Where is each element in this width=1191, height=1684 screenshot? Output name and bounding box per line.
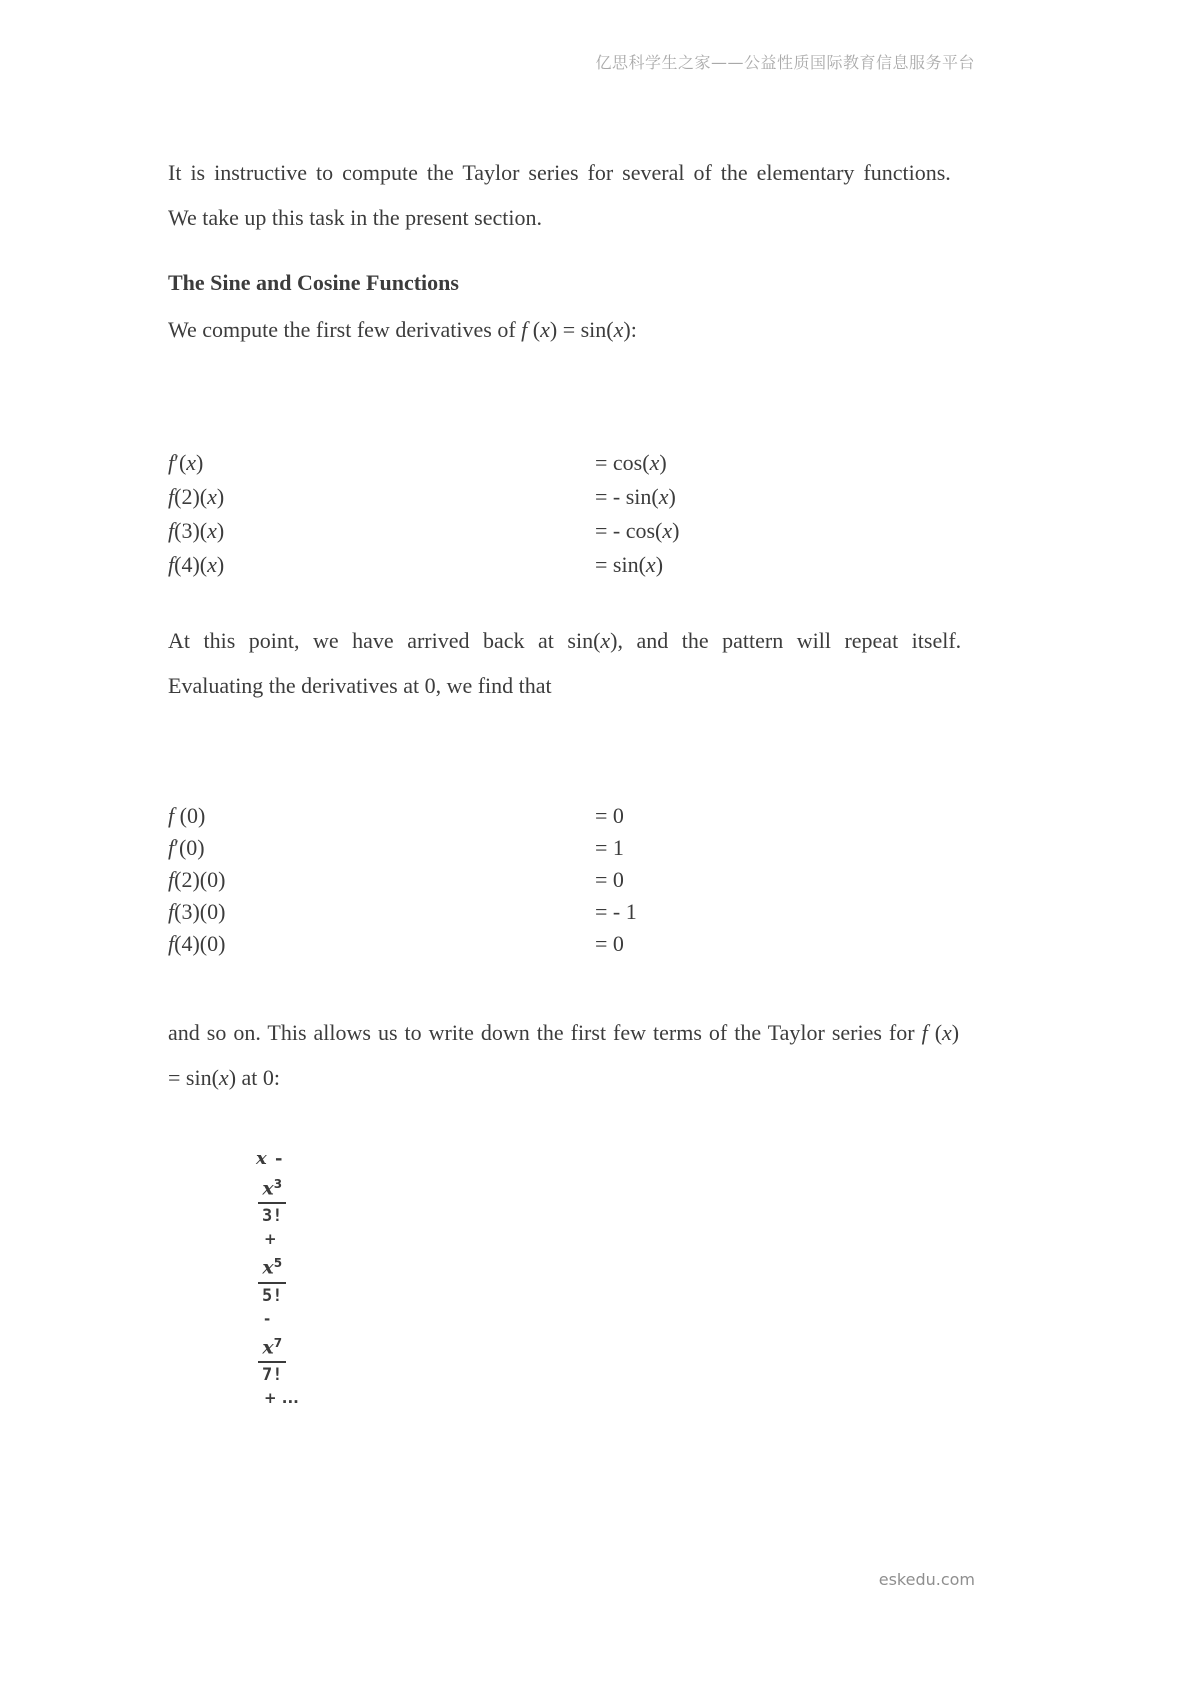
intro-line-1: It is instructive to compute the Taylor series for several of the elementary functions. bbox=[168, 160, 951, 185]
fraction-exponent: 5 bbox=[273, 1256, 283, 1271]
formula-operator: + ... bbox=[264, 1388, 299, 1407]
formula-operator: - bbox=[264, 1309, 271, 1328]
formula-operator: + bbox=[264, 1230, 277, 1249]
fraction-exponent: 7 bbox=[273, 1335, 283, 1350]
header-site-title: 亿思科学生之家——公益性质国际教育信息服务平台 bbox=[595, 53, 975, 72]
taylor-line-1: and so on. This allows us to write down the first few terms of the Taylor series for f (x) bbox=[168, 1020, 960, 1045]
equation-rhs: = sin(x) bbox=[595, 552, 664, 577]
pattern-line-1: At this point, we have arrived back at sin(x), and the pattern will repeat itself. bbox=[168, 628, 962, 653]
formula-fraction bbox=[258, 1252, 286, 1305]
fraction-exponent: 3 bbox=[273, 1177, 283, 1191]
equation-rhs: = 0 bbox=[595, 867, 624, 892]
taylor-series-formula-image bbox=[254, 1148, 299, 1407]
formula-fraction bbox=[258, 1173, 286, 1226]
formula-leading-term: x - bbox=[256, 1148, 284, 1169]
intro-line-2: We take up this task in the present section. bbox=[168, 205, 542, 230]
compute-derivatives-line: We compute the first few derivatives of f (x) = sin(x): bbox=[168, 317, 637, 342]
pattern-line-2: Evaluating the derivatives at 0, we find that bbox=[168, 673, 552, 698]
equation-lhs: f(2)(0) bbox=[168, 867, 226, 892]
equation-lhs: f(4)(0) bbox=[168, 931, 226, 956]
equation-row bbox=[168, 832, 980, 864]
fraction-denominator: 7! bbox=[258, 1361, 286, 1385]
equation-row bbox=[168, 514, 980, 548]
fraction-numerator bbox=[262, 1332, 282, 1360]
equation-row bbox=[168, 800, 980, 832]
equation-rhs: = 1 bbox=[595, 835, 624, 860]
equation-row bbox=[168, 864, 980, 896]
footer-site-url: eskedu.com bbox=[878, 1570, 975, 1589]
equation-row bbox=[168, 928, 980, 960]
equation-lhs: f(4)(x) bbox=[168, 552, 225, 577]
fraction-base: x bbox=[262, 1256, 274, 1279]
equation-rhs: = cos(x) bbox=[595, 450, 667, 475]
formula-fraction bbox=[258, 1332, 286, 1385]
fraction-numerator bbox=[262, 1252, 282, 1280]
equation-rhs: = 0 bbox=[595, 803, 624, 828]
fraction-numerator bbox=[262, 1173, 282, 1201]
derivatives-of-x-equations bbox=[168, 446, 980, 582]
section-heading: The Sine and Cosine Functions bbox=[168, 270, 459, 295]
fraction-base: x bbox=[262, 1335, 274, 1358]
equation-rhs: = - sin(x) bbox=[595, 484, 676, 509]
equation-lhs: f(3)(0) bbox=[168, 899, 226, 924]
page-footer bbox=[879, 1570, 975, 1589]
equation-lhs: f (0) bbox=[168, 803, 206, 828]
intro-paragraph bbox=[168, 150, 980, 240]
equation-lhs: f′(x) bbox=[168, 450, 204, 475]
equation-rhs: = - cos(x) bbox=[595, 518, 680, 543]
taylor-line-2: = sin(x) at 0: bbox=[168, 1065, 281, 1090]
page-header bbox=[595, 50, 975, 73]
equation-lhs: f′(0) bbox=[168, 835, 205, 860]
equation-lhs: f(3)(x) bbox=[168, 518, 225, 543]
fraction-denominator: 3! bbox=[258, 1202, 286, 1226]
equation-lhs: f(2)(x) bbox=[168, 484, 225, 509]
pattern-paragraph bbox=[168, 618, 980, 708]
fraction-denominator: 5! bbox=[258, 1282, 286, 1306]
derivatives-at-zero-equations bbox=[168, 800, 980, 960]
equation-row bbox=[168, 548, 980, 582]
equation-rhs: = - 1 bbox=[595, 899, 637, 924]
taylor-intro-paragraph bbox=[168, 1010, 980, 1100]
equation-row bbox=[168, 446, 980, 480]
equation-row bbox=[168, 480, 980, 514]
equation-rhs: = 0 bbox=[595, 931, 624, 956]
fraction-base: x bbox=[262, 1177, 274, 1200]
equation-row bbox=[168, 896, 980, 928]
